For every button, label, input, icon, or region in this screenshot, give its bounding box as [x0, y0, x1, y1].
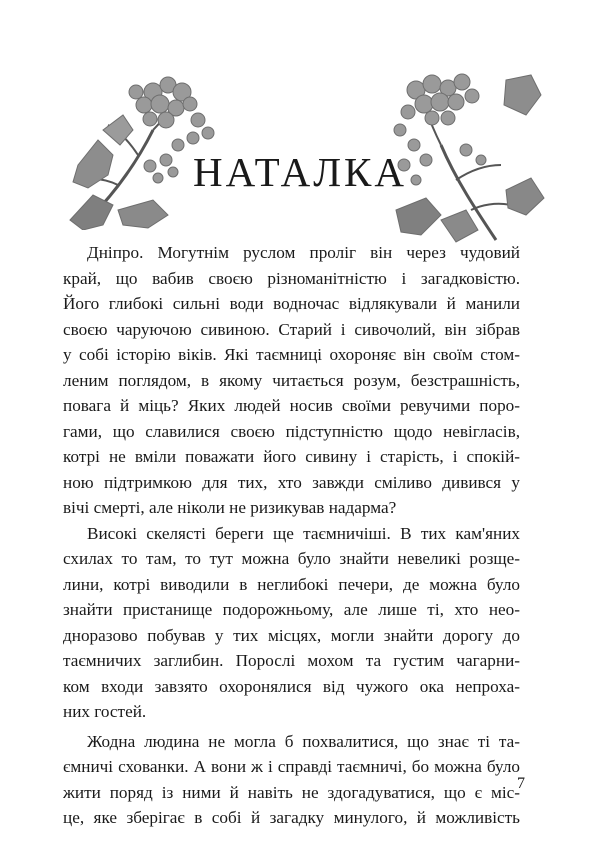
text-line: леним поглядом, в якому читається розум, безстрашність, [63, 370, 520, 390]
text-line: повага й міць? Яких людей носив своїми ревучими поро- [63, 396, 520, 415]
text-line: котрі не вміли поважати його сивину і старість, і спокій- [63, 447, 520, 466]
text-line: ком входи завзято охоронялися від чужого ока непроха- [63, 676, 520, 696]
text-line: у собі історію віків. Які таємниці охороняє він своїм стом- [63, 345, 520, 364]
text-line: ною підтримкою для тих, хто завжди сміливо дивився у [63, 472, 520, 492]
text-line: жити поряд із ними й навіть не здогадуватися, що є міс- [63, 782, 520, 802]
text-line: вічі смерті, але ніколи не ризикував надарма? [63, 498, 397, 517]
text-line: знайти пристанище подорожньому, але лише ті, хто нео- [63, 600, 520, 619]
text-line: гами, що славилися своєю підступністю щодо невігласів, [63, 421, 520, 441]
text-line: своєю чаруючою сивиною. Старий і сивочолий, він зібрав [63, 319, 520, 339]
text-line: лини, котрі виводили в неглибокі печери, де можна було [63, 574, 520, 594]
text-line: дноразово побував у тих місцях, могли знайти дорогу до [63, 625, 520, 645]
text-line: таємничих заглибин. Порослі мохом та густим чагарни- [63, 651, 520, 670]
paragraph [63, 240, 520, 521]
text-line: край, що вабив своєю різноманітністю і загадковістю. [63, 268, 520, 288]
paragraph [63, 521, 520, 725]
body-text [63, 240, 520, 831]
text-line: це, яке зберігає в собі й загадку минулого, й можливість [63, 808, 520, 827]
chapter-title: НАТАЛКА [193, 149, 407, 195]
text-line: Високі скелясті береги ще таємничіші. В тих кам'яних [87, 523, 520, 543]
text-line: Дніпро. Могутнім руслом пролiг він через чудовий [87, 243, 520, 262]
text-line: них гостей. [63, 702, 147, 721]
page-number: 7 [517, 775, 525, 792]
text-line: Його глибокі сильні води водночас відлякували й манили [63, 294, 520, 313]
text-line: Жодна людина не могла б похвалитися, що знає ті та- [87, 731, 520, 751]
text-line: схилах то там, то тут можна було знайти невеликі розще- [63, 549, 520, 568]
text-line: ємничі схованки. А вони ж і справді таємничі, бо можна було [63, 757, 520, 776]
paragraph [63, 729, 520, 831]
